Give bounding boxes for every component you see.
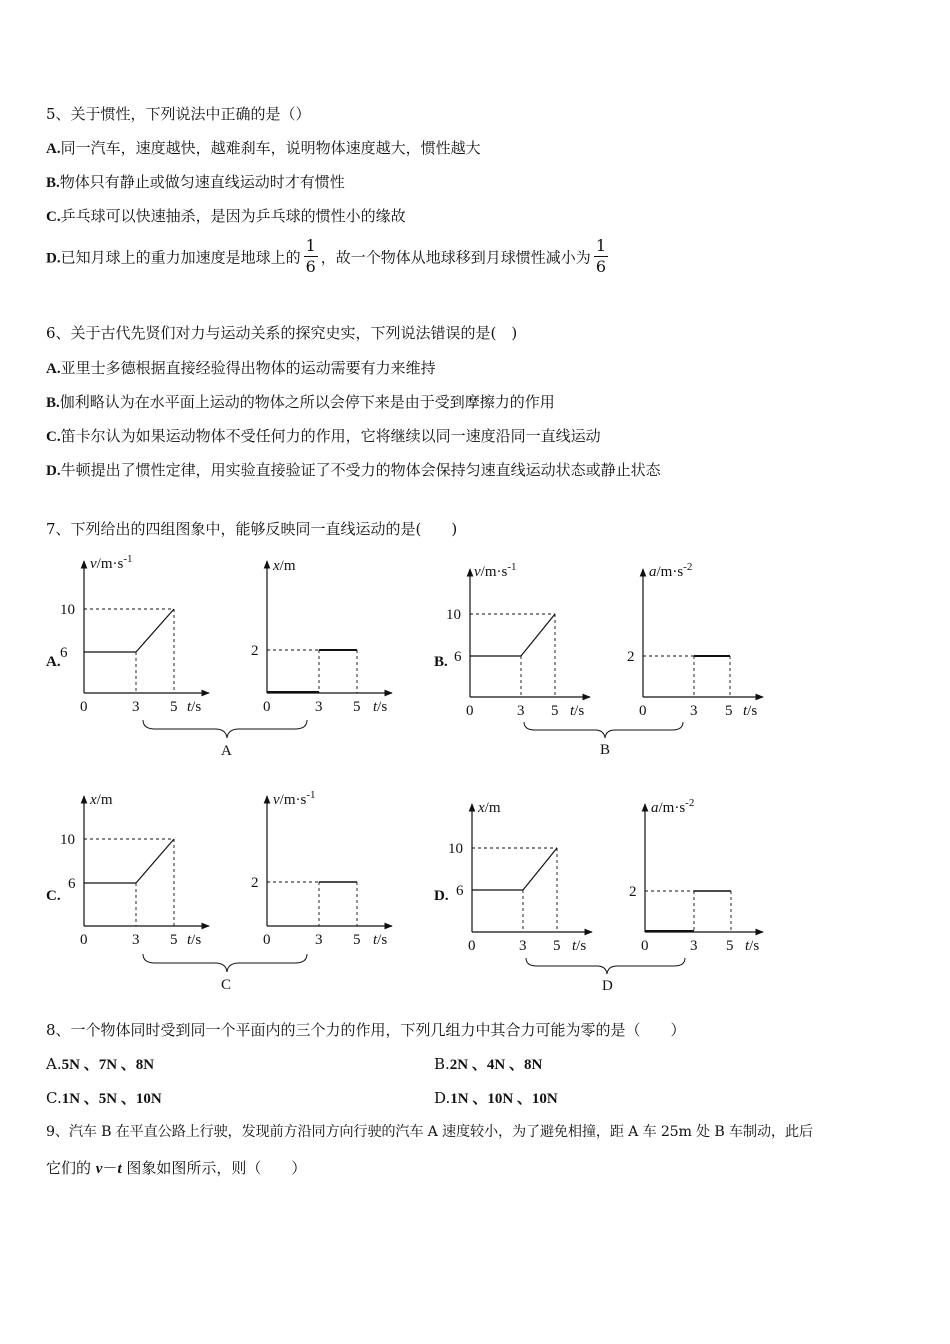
- brace-label: B: [600, 742, 611, 758]
- y-axis-label: $v/m\cdot s^{-1}$: [273, 789, 316, 808]
- option-text: 物体只有静止或做匀速直线运动时才有惯性: [59, 173, 345, 191]
- graph-d-right: [629, 797, 763, 954]
- y-axis-label: $a/m\cdot s^{-2}$: [649, 561, 693, 580]
- option-label: C.: [46, 1089, 62, 1107]
- option-text: 亚里士多德根据直接经验得出物体的运动需要有力来维持: [60, 359, 436, 377]
- q6-option-c: [46, 425, 601, 446]
- option-label: B.: [46, 175, 60, 191]
- y-axis-label: x/m: [90, 792, 113, 808]
- option-text: 1N 、10N 、10N: [450, 1091, 558, 1107]
- q8-option-c: [46, 1087, 162, 1108]
- group-label: C.: [46, 888, 61, 904]
- tick-6: 6: [60, 645, 68, 661]
- x-axis-label: t/s: [743, 703, 758, 719]
- tick-5: 5: [725, 703, 733, 719]
- fraction-numerator: 1: [305, 236, 316, 255]
- fraction-denominator: 6: [305, 257, 316, 276]
- option-text: 乒乓球可以快速抽杀，是因为乒乓球的惯性小的缘故: [60, 207, 406, 225]
- q8-option-d: [434, 1087, 558, 1108]
- option-text: 笛卡尔认为如果运动物体不受任何力的作用，它将继续以同一速度沿同一直线运动: [60, 427, 601, 445]
- option-text: 伽利略认为在水平面上运动的物体之所以会停下来是由于受到摩擦力的作用: [59, 393, 555, 411]
- option-label: B.: [46, 395, 60, 411]
- x-axis-label: t/s: [745, 938, 760, 954]
- q6-stem: 6、关于古代先贤们对力与运动关系的探究史实，下列说法错误的是( ): [46, 324, 518, 342]
- brace: [143, 954, 307, 972]
- brace: [143, 720, 307, 738]
- tick-10: 10: [446, 607, 461, 623]
- q9-text: 图象如图所示，则（ ）: [121, 1159, 307, 1177]
- graph-group-c: [46, 789, 392, 993]
- q5-option-d: [46, 236, 611, 277]
- q8-option-a: [46, 1053, 154, 1074]
- graph-b-left: [446, 561, 590, 719]
- brace: [526, 958, 685, 974]
- tick-5: 5: [353, 932, 361, 948]
- y-axis-label: x/m: [478, 800, 501, 816]
- x-axis-label: t/s: [373, 699, 388, 715]
- q9-stem-line1: 9、汽车 B 在平直公路上行驶，发现前方沿同方向行驶的汽车 A 速度较小，为了避免相撞，距 A 车 25m 处 B 车制动，此后: [46, 1124, 813, 1140]
- q8-stem: 8、一个物体同时受到同一个平面内的三个力的作用，下列几组力中其合力可能为零的是（ ）: [46, 1021, 686, 1039]
- tick-2: 2: [629, 884, 637, 900]
- tick-3: 3: [132, 932, 140, 948]
- tick-2: 2: [251, 875, 259, 891]
- q6-option-d: [46, 459, 661, 480]
- q9-variable-t: t: [117, 1161, 122, 1177]
- tick-10: 10: [448, 841, 463, 857]
- graph-c-right: [251, 789, 392, 948]
- option-label: D.: [46, 250, 61, 267]
- q6-option-a: [46, 357, 436, 378]
- fraction: [594, 238, 608, 275]
- tick-5: 5: [170, 699, 178, 715]
- option-text: ，故一个物体从地球移到月球惯性减小为: [320, 248, 591, 267]
- tick-5: 5: [170, 932, 178, 948]
- option-text: 1N 、5N 、10N: [61, 1091, 162, 1107]
- tick-5: 5: [551, 703, 559, 719]
- tick-0: 0: [641, 938, 649, 954]
- fraction-denominator: 6: [595, 257, 606, 276]
- option-text: 牛顿提出了惯性定律，用实验直接验证了不受力的物体会保持匀速直线运动状态或静止状态: [60, 461, 661, 479]
- option-text: 2N 、4N 、8N: [449, 1057, 543, 1073]
- option-label: D.: [46, 463, 61, 479]
- option-label: A.: [46, 361, 61, 377]
- x-axis-label: t/s: [187, 932, 202, 948]
- q7-stem: 7、下列给出的四组图象中，能够反映同一直线运动的是( ): [46, 520, 458, 538]
- tick-3: 3: [315, 699, 323, 715]
- graph-b-right: [627, 561, 763, 719]
- option-text: 已知月球上的重力加速度是地球上的: [60, 248, 301, 267]
- y-axis-label: $a/m\cdot s^{-2}$: [651, 797, 695, 816]
- graph-a-right: [251, 558, 392, 715]
- y-axis-label: x/m: [273, 558, 296, 574]
- fraction: [304, 238, 318, 275]
- graph-a-left: [60, 553, 209, 715]
- q9-variable-v: v: [95, 1161, 103, 1177]
- tick-2: 2: [627, 649, 635, 665]
- tick-6: 6: [454, 649, 462, 665]
- tick-0: 0: [639, 703, 647, 719]
- tick-3: 3: [690, 938, 698, 954]
- graph-group-b: [434, 561, 763, 758]
- q5-option-b: [46, 171, 345, 192]
- q7-graph-figure: [0, 545, 950, 1000]
- fraction-numerator: 1: [595, 236, 606, 255]
- tick-0: 0: [263, 932, 271, 948]
- tick-3: 3: [690, 703, 698, 719]
- tick-0: 0: [263, 699, 271, 715]
- graph-group-d: [434, 797, 763, 994]
- q9-stem-line2: [46, 1157, 306, 1178]
- tick-6: 6: [456, 883, 464, 899]
- tick-10: 10: [60, 602, 75, 618]
- tick-0: 0: [468, 938, 476, 954]
- tick-3: 3: [519, 938, 527, 954]
- tick-0: 0: [466, 703, 474, 719]
- q8-option-b: [434, 1053, 542, 1074]
- brace: [524, 722, 683, 738]
- tick-10: 10: [60, 832, 75, 848]
- q5-option-a: [46, 137, 481, 158]
- graph-group-a: [46, 553, 392, 759]
- y-axis-label: $v/m\cdot s^{-1}$: [474, 561, 517, 580]
- group-label: A.: [46, 654, 61, 670]
- option-text: 同一汽车，速度越快，越难刹车，说明物体速度越大，惯性越大: [60, 139, 481, 157]
- group-label: B.: [434, 654, 448, 670]
- option-label: C.: [46, 209, 61, 225]
- graph-c-left: [60, 792, 209, 948]
- x-axis-label: t/s: [572, 938, 587, 954]
- data-line-rise: [136, 839, 174, 883]
- option-label: A.: [46, 1055, 62, 1073]
- option-label: C.: [46, 429, 61, 445]
- tick-0: 0: [80, 932, 88, 948]
- brace-label: D: [602, 978, 613, 994]
- q6-option-b: [46, 391, 555, 412]
- q5-option-c: [46, 205, 406, 226]
- q9-dash: －: [102, 1159, 118, 1177]
- tick-3: 3: [132, 699, 140, 715]
- brace-label: A: [221, 743, 232, 759]
- tick-5: 5: [726, 938, 734, 954]
- q5-stem: 5、关于惯性，下列说法中正确的是（）: [46, 105, 311, 123]
- tick-3: 3: [315, 932, 323, 948]
- graph-d-left: [448, 800, 592, 954]
- tick-0: 0: [80, 699, 88, 715]
- x-axis-label: t/s: [187, 699, 202, 715]
- tick-3: 3: [517, 703, 525, 719]
- data-line-rise: [521, 614, 555, 656]
- option-label: D.: [434, 1089, 451, 1107]
- tick-6: 6: [68, 876, 76, 892]
- x-axis-label: t/s: [373, 932, 388, 948]
- y-axis-label: $v/m\cdot s^{-1}$: [90, 553, 133, 572]
- option-label: B.: [434, 1055, 450, 1073]
- brace-label: C: [221, 977, 232, 993]
- tick-5: 5: [553, 938, 561, 954]
- option-label: A.: [46, 141, 61, 157]
- q9-text: 它们的: [46, 1159, 96, 1177]
- tick-5: 5: [353, 699, 361, 715]
- tick-2: 2: [251, 643, 259, 659]
- group-label: D.: [434, 888, 449, 904]
- option-text: 5N 、7N 、8N: [61, 1057, 155, 1073]
- data-line-rise: [136, 609, 174, 652]
- x-axis-label: t/s: [570, 703, 585, 719]
- data-line-rise: [523, 848, 557, 890]
